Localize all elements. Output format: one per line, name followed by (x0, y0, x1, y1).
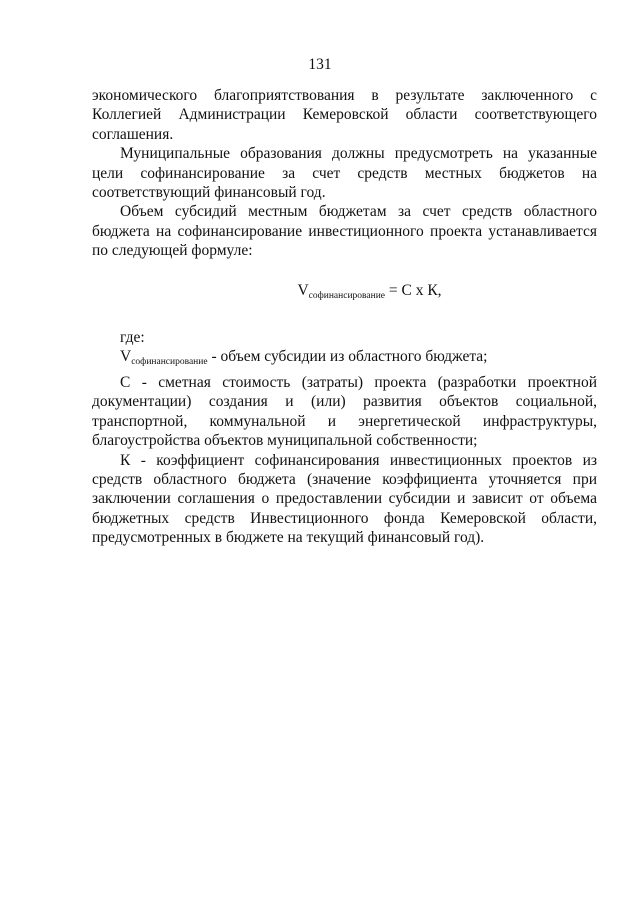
definition-v-subscript: софинансирование (131, 357, 208, 368)
paragraph-subsidy-volume: Объем субсидий местным бюджетам за счет средств областного бюджета на софинансирование инвестиционного проекта устанавливается по следующей формуле: (92, 203, 597, 260)
document-body (92, 86, 597, 548)
formula-v: V (297, 281, 309, 299)
definition-v-text: - объем субсидии из областного бюджета; (207, 348, 488, 366)
paragraph-continuation: экономического благоприятствования в результате заключенного с Коллегией Администрации Кемеровской области соответствующего соглашения. (92, 87, 597, 143)
definition-c: С - сметная стоимость (затраты) проекта (разработки проектной документации) создания и (или) развития объектов социальной, транспортной, коммунальной и энергетической инфраструктуры, благоустройства объектов муниципальной собственности; (92, 373, 597, 450)
definition-k: К - коэффициент софинансирования инвестиционных проектов из средств областного бюджета (значение коэффициента уточняется при заключении соглашения о предоставлении субсидии и зависит от объема бюджетных средств Инвестиционного фонда Кемеровской области, предусмотренных в бюджете на текущий финансовый год). (92, 451, 597, 547)
definition-v-symbol: V (120, 348, 132, 366)
formula-subscript: софинансирование (308, 290, 385, 301)
page-number: 131 (308, 56, 332, 73)
where-label: где: (120, 329, 145, 347)
formula (92, 281, 597, 306)
paragraph-cofinancing: Муниципальные образования должны предусмотреть на указанные цели софинансирование за счет средств местных бюджетов на соответствующий финансовый год. (92, 145, 597, 202)
definition-v (92, 347, 597, 372)
formula-rhs: = С х К, (385, 281, 442, 299)
